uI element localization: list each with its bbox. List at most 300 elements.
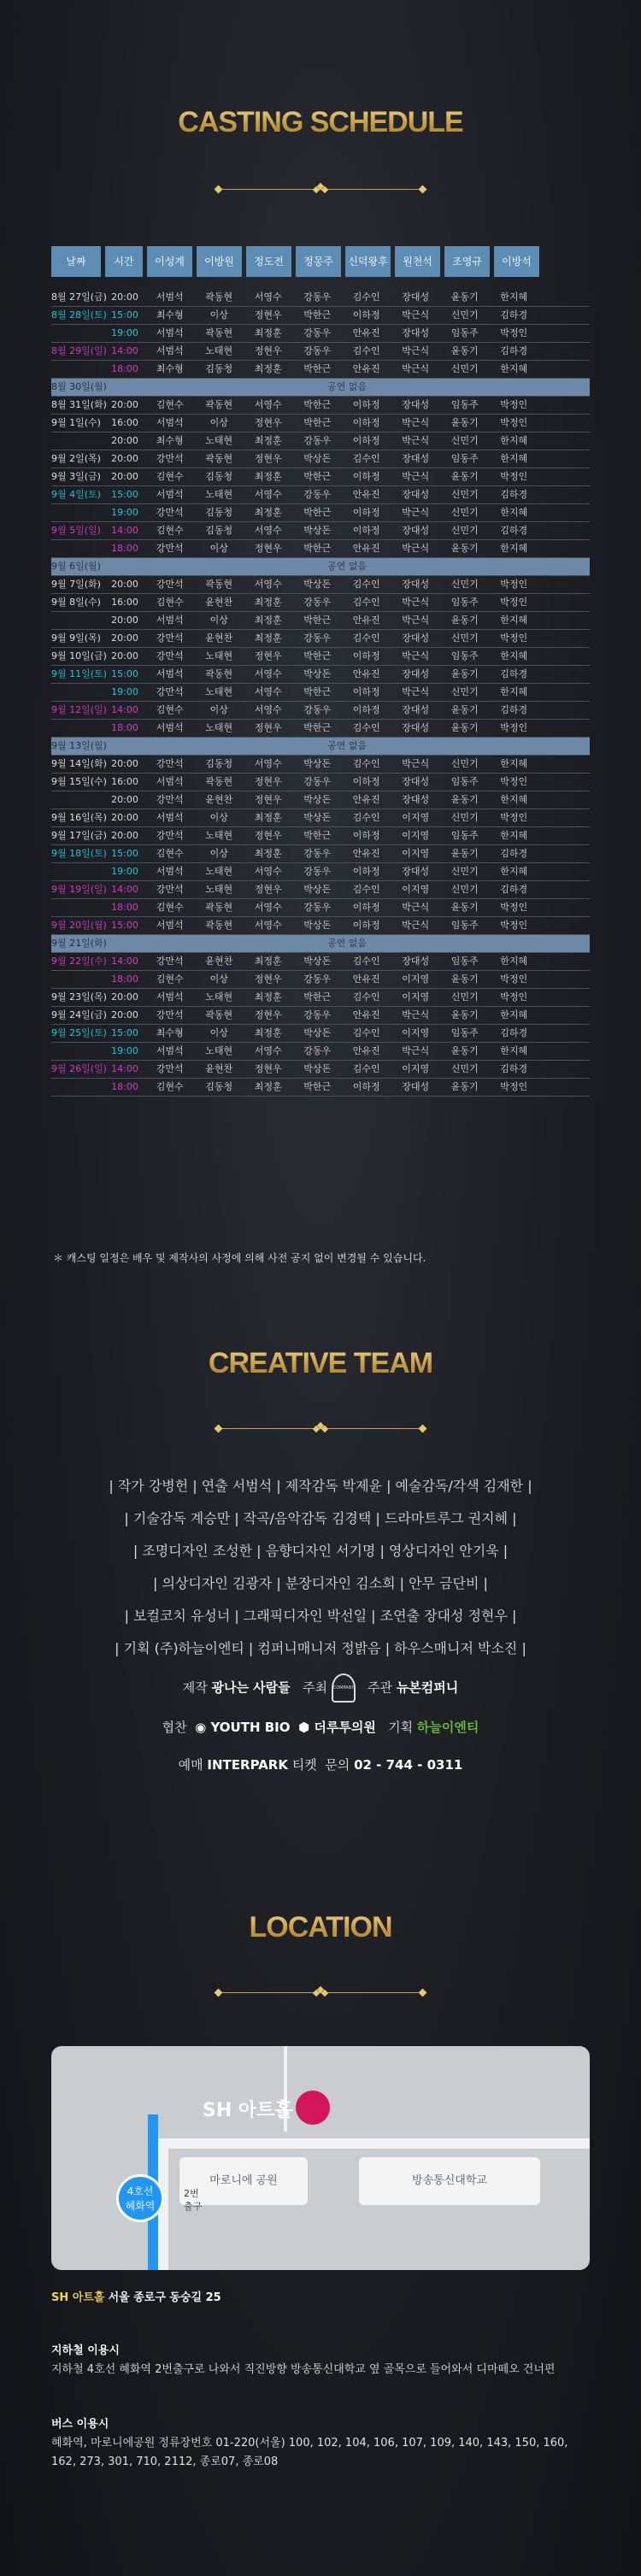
cast-cell: 김현수 (156, 902, 184, 913)
cast-cell: 곽동현 (205, 327, 233, 338)
location-map[interactable] (51, 2046, 590, 2270)
cast-cell: 강동우 (303, 848, 332, 859)
cast-cell: 윤동기 (450, 417, 479, 428)
table-row (51, 594, 590, 612)
exit-label: 2번 출구 (184, 2188, 203, 2212)
cast-cell: 이하정 (352, 507, 380, 518)
schedule-note: ＊ 캐스팅 일정은 배우 및 제작사의 사정에 의해 사전 공지 없이 변경될 수 있습니다. (53, 1252, 426, 1264)
cast-cell: 김동청 (205, 758, 233, 769)
date-cell: 9월 18일(토) (51, 848, 107, 859)
cast-cell: 임동주 (450, 650, 479, 662)
cast-cell: 김현수 (156, 1081, 184, 1092)
cast-cell: 윤현찬 (205, 956, 233, 967)
date-cell (51, 1079, 104, 1096)
date-cell (51, 791, 104, 809)
cast-cell: 이지영 (402, 973, 430, 985)
cast-cell: 박근식 (402, 309, 430, 321)
table-row (51, 971, 590, 989)
cast-cell: 김하경 (500, 1063, 528, 1074)
cast-cell: 정현우 (254, 453, 282, 464)
team-title: CREATIVE TEAM (0, 1347, 641, 1380)
cast-cell: 서범석 (156, 417, 184, 428)
cast-cell: 이상 (209, 615, 228, 626)
cast-cell: 김현수 (156, 471, 184, 482)
cast-cell: 김하경 (500, 309, 528, 321)
date-cell: 9월 10일(금) (51, 650, 107, 662)
cast-cell: 이지영 (402, 991, 430, 1003)
time-cell: 18:00 (111, 1081, 138, 1092)
time-cell: 16:00 (111, 776, 138, 787)
cast-cell: 이하정 (352, 435, 380, 446)
table-row (51, 648, 590, 666)
cast-cell: 박근식 (402, 1009, 430, 1020)
cast-cell: 박근식 (402, 615, 430, 626)
cast-cell: 한지혜 (500, 650, 528, 662)
cast-cell: 강동우 (303, 327, 332, 338)
cast-cell: 장대성 (402, 453, 430, 464)
time-cell: 20:00 (111, 794, 138, 805)
table-row (51, 809, 590, 827)
cast-cell: 임동주 (450, 453, 479, 464)
cast-cell: 한지혜 (500, 615, 528, 626)
table-row (51, 504, 590, 522)
cast-cell: 최수형 (156, 363, 184, 374)
time-cell: 20:00 (111, 1009, 138, 1020)
team-line: | 작가 강병헌 | 연출 서범석 | 제작감독 박제윤 | 예술감독/각색 김재한 | (109, 1478, 532, 1494)
cast-cell: 최정훈 (254, 991, 282, 1003)
cast-cell: 정현우 (254, 309, 282, 321)
cast-cell: 강만석 (156, 507, 184, 518)
cast-cell: 곽동현 (205, 579, 233, 590)
cast-cell: 박상돈 (303, 758, 332, 769)
cast-cell: 신민기 (450, 363, 479, 374)
table-row (51, 289, 590, 307)
date-cell (51, 325, 104, 342)
date-cell (51, 1043, 104, 1060)
time-cell: 20:00 (111, 579, 138, 590)
no-show-row (51, 738, 590, 756)
cast-cell: 한지혜 (500, 794, 528, 805)
sponsor2: 더루투의원 (314, 1720, 376, 1735)
time-cell: 14:00 (111, 1063, 138, 1074)
cast-cell: 강만석 (156, 579, 184, 590)
cast-cell: 박정인 (500, 1081, 528, 1092)
cast-cell: 박근식 (402, 920, 430, 931)
cast-cell: 이하정 (352, 866, 380, 877)
team-divider (218, 1424, 423, 1434)
table-row (51, 468, 590, 486)
time-cell: 20:00 (111, 399, 138, 410)
date-cell: 8월 28일(토) (51, 309, 107, 321)
cast-cell: 임동주 (450, 327, 479, 338)
cast-cell: 장대성 (402, 956, 430, 967)
cast-cell: 박상돈 (303, 525, 332, 536)
cast-cell: 최정훈 (254, 363, 282, 374)
date-cell (51, 684, 104, 701)
table-row (51, 1007, 590, 1025)
cast-cell: 최수형 (156, 309, 184, 321)
address (51, 2289, 221, 2308)
cast-cell: 김수인 (352, 1027, 380, 1038)
schedule-divider (218, 185, 423, 195)
no-show-cell: 공연 없음 (326, 381, 367, 392)
cast-cell: 박근식 (402, 345, 430, 356)
cast-cell: 장대성 (402, 1081, 430, 1092)
cast-cell: 박한근 (303, 1081, 332, 1092)
table-row (51, 415, 590, 432)
date-cell (51, 361, 104, 378)
cast-cell: 최정훈 (254, 632, 282, 644)
no-show-cell: 공연 없음 (326, 938, 367, 949)
time-cell: 15:00 (111, 1027, 138, 1038)
time-cell: 18:00 (111, 722, 138, 733)
no-show-cell: 공연 없음 (326, 740, 367, 751)
cast-cell: 장대성 (402, 632, 430, 644)
cast-cell: 박정인 (500, 920, 528, 931)
cast-cell: 이상 (209, 704, 228, 715)
station-name: 혜화역 (125, 2200, 156, 2212)
date-cell: 9월 13일(월) (51, 740, 107, 751)
cast-cell: 박상돈 (303, 794, 332, 805)
cast-cell: 서범석 (156, 866, 184, 877)
cast-cell: 서범석 (156, 668, 184, 679)
cast-cell: 이상 (209, 848, 228, 859)
cast-cell: 서영수 (254, 291, 282, 303)
table-row (51, 881, 590, 899)
cast-cell: 노태현 (205, 884, 233, 895)
header-cell: 이방원 (197, 246, 242, 277)
cast-cell: 김하경 (500, 884, 528, 895)
time-cell: 20:00 (111, 632, 138, 644)
date-cell: 8월 30일(월) (51, 381, 107, 392)
cast-cell: 박정인 (500, 973, 528, 985)
cast-cell: 윤동기 (450, 1045, 479, 1056)
cast-cell: 한지혜 (500, 830, 528, 841)
table-row (51, 522, 590, 540)
cast-cell: 이상 (209, 973, 228, 985)
time-cell: 16:00 (111, 417, 138, 428)
cast-cell: 강만석 (156, 453, 184, 464)
cast-cell: 박상돈 (303, 579, 332, 590)
host-logo: COMPANY (332, 1673, 356, 1703)
table-body (51, 289, 590, 1097)
date-cell (51, 899, 104, 916)
cast-cell: 서영수 (254, 1045, 282, 1056)
cast-cell: 이하정 (352, 525, 380, 536)
cast-cell: 임동주 (450, 776, 479, 787)
bus-text-1: 혜화역, 마로니에공원 정류장번호 01-220(서울) 100, 102, 104, 106, 107, 109, 140, 143, 150, 160, (51, 2437, 568, 2450)
park-label: 마로니에 공원 (209, 2174, 278, 2187)
cast-cell: 윤동기 (450, 471, 479, 482)
cast-cell: 강만석 (156, 956, 184, 967)
cast-cell: 김하경 (500, 525, 528, 536)
cast-cell: 안유진 (352, 543, 380, 554)
cast-cell: 박정인 (500, 417, 528, 428)
cast-cell: 김수인 (352, 579, 380, 590)
cast-cell: 서영수 (254, 758, 282, 769)
cast-cell: 강동우 (303, 902, 332, 913)
cast-cell: 박한근 (303, 686, 332, 697)
table-row (51, 702, 590, 720)
time-cell: 20:00 (111, 991, 138, 1003)
cast-cell: 윤동기 (450, 704, 479, 715)
cast-cell: 임동주 (450, 597, 479, 608)
time-cell: 14:00 (111, 704, 138, 715)
cast-cell: 이지영 (402, 830, 430, 841)
cast-cell: 박근식 (402, 1045, 430, 1056)
time-cell: 14:00 (111, 525, 138, 536)
cast-cell: 박근식 (402, 597, 430, 608)
cast-cell: 정현우 (254, 1063, 282, 1074)
cast-cell: 김수인 (352, 345, 380, 356)
table-row (51, 325, 590, 343)
cast-cell: 한지혜 (500, 758, 528, 769)
cast-cell: 윤현찬 (205, 794, 233, 805)
cast-cell: 강만석 (156, 758, 184, 769)
cast-cell: 신민기 (450, 991, 479, 1003)
time-cell: 15:00 (111, 668, 138, 679)
cast-cell: 이하정 (352, 417, 380, 428)
cast-cell: 최정훈 (254, 812, 282, 823)
cast-cell: 김수인 (352, 722, 380, 733)
organize-label: 주관 (368, 1679, 393, 1696)
table-row (51, 720, 590, 738)
cast-cell: 이하정 (352, 309, 380, 321)
cast-cell: 안유진 (352, 794, 380, 805)
team-line: | 보컬코치 유성너 | 그래픽디자인 박선일 | 조연출 장대성 정현우 | (124, 1608, 517, 1624)
sponsor-label: 협찬 (162, 1720, 187, 1735)
date-cell: 9월 22일(수) (51, 956, 107, 967)
cast-cell: 안유진 (352, 489, 380, 500)
team-line: | 기술감독 계승만 | 작곡/음악감독 김경택 | 드라마트루그 권지혜 | (124, 1510, 517, 1526)
schedule-title: CASTING SCHEDULE (0, 106, 641, 139)
cast-cell: 장대성 (402, 399, 430, 410)
cast-cell: 노태현 (205, 991, 233, 1003)
table-row (51, 343, 590, 361)
organizer: 뉴본컴퍼니 (396, 1679, 459, 1696)
date-cell: 9월 8일(수) (51, 597, 101, 608)
cast-cell: 최정훈 (254, 956, 282, 967)
table-row (51, 432, 590, 450)
cast-cell: 박상돈 (303, 453, 332, 464)
cast-cell: 곽동현 (205, 399, 233, 410)
cast-cell: 신민기 (450, 812, 479, 823)
cast-cell: 윤동기 (450, 848, 479, 859)
date-cell (51, 863, 104, 880)
date-cell: 9월 16일(목) (51, 812, 107, 823)
cast-cell: 박근식 (402, 435, 430, 446)
cast-cell: 김하경 (500, 345, 528, 356)
cast-cell: 정현우 (254, 543, 282, 554)
cast-cell: 서범석 (156, 722, 184, 733)
cast-cell: 서영수 (254, 686, 282, 697)
date-cell: 9월 2일(목) (51, 453, 101, 464)
cast-cell: 노태현 (205, 830, 233, 841)
date-cell: 9월 26일(일) (51, 1063, 107, 1074)
bus-text-2: 162, 273, 301, 710, 2112, 종로07, 종로08 (51, 2455, 279, 2468)
cast-cell: 한지혜 (500, 956, 528, 967)
cast-cell: 서영수 (254, 525, 282, 536)
cast-cell: 박정인 (500, 471, 528, 482)
cast-cell: 안유진 (352, 1009, 380, 1020)
time-cell: 15:00 (111, 848, 138, 859)
cast-cell: 박상돈 (303, 920, 332, 931)
cast-cell: 강만석 (156, 1009, 184, 1020)
date-cell: 9월 24일(금) (51, 1009, 107, 1020)
cast-cell: 강동우 (303, 597, 332, 608)
cast-cell: 노태현 (205, 722, 233, 733)
date-cell: 8월 31일(화) (51, 399, 107, 410)
no-show-cell: 공연 없음 (326, 561, 367, 572)
cast-cell: 강만석 (156, 543, 184, 554)
credits-ticket (0, 1756, 641, 1773)
cast-cell: 이상 (209, 1027, 228, 1038)
bus-info (51, 2415, 567, 2472)
cast-cell: 이상 (209, 543, 228, 554)
cast-cell: 정현우 (254, 776, 282, 787)
cast-cell: 한지혜 (500, 453, 528, 464)
cast-cell: 임동주 (450, 830, 479, 841)
cast-cell: 신민기 (450, 309, 479, 321)
cast-cell: 박근식 (402, 902, 430, 913)
interpark-logo[interactable]: INTERPARK (207, 1757, 288, 1773)
cast-cell: 윤동기 (450, 902, 479, 913)
cast-cell: 강동우 (303, 632, 332, 644)
cast-cell: 서범석 (156, 812, 184, 823)
table-row (51, 1061, 590, 1079)
cast-cell: 이하정 (352, 902, 380, 913)
cast-cell: 신민기 (450, 632, 479, 644)
cast-cell: 박한근 (303, 991, 332, 1003)
cast-cell: 이상 (209, 417, 228, 428)
cast-cell: 강만석 (156, 884, 184, 895)
table-row (51, 630, 590, 648)
cast-cell: 박정인 (500, 812, 528, 823)
cast-cell: 이지영 (402, 848, 430, 859)
cast-cell: 장대성 (402, 291, 430, 303)
time-cell: 18:00 (111, 543, 138, 554)
cast-cell: 안유진 (352, 668, 380, 679)
cast-cell: 박정인 (500, 776, 528, 787)
cast-cell: 한지혜 (500, 291, 528, 303)
cast-cell: 강동우 (303, 973, 332, 985)
cast-cell: 김수인 (352, 453, 380, 464)
cast-cell: 서범석 (156, 920, 184, 931)
cast-cell: 신민기 (450, 525, 479, 536)
cast-cell: 강동우 (303, 776, 332, 787)
time-cell: 20:00 (111, 471, 138, 482)
cast-cell: 이상 (209, 309, 228, 321)
table-row (51, 612, 590, 630)
ticket-suffix: 티켓 (291, 1757, 317, 1773)
time-cell: 19:00 (111, 866, 138, 877)
time-cell: 20:00 (111, 830, 138, 841)
time-cell: 14:00 (111, 956, 138, 967)
cast-cell: 한지혜 (500, 1045, 528, 1056)
cast-cell: 서영수 (254, 668, 282, 679)
cast-cell: 윤동기 (450, 668, 479, 679)
subway-info (51, 2342, 555, 2379)
cast-cell: 박근식 (402, 471, 430, 482)
cast-cell: 윤동기 (450, 794, 479, 805)
table-row (51, 576, 590, 594)
table-row (51, 791, 590, 809)
cast-cell: 김수인 (352, 956, 380, 967)
cast-cell: 김수인 (352, 991, 380, 1003)
cast-cell: 박한근 (303, 830, 332, 841)
cast-cell: 윤동기 (450, 615, 479, 626)
cast-cell: 강동우 (303, 489, 332, 500)
cast-cell: 한지혜 (500, 363, 528, 374)
cast-cell: 김현수 (156, 973, 184, 985)
time-cell: 18:00 (111, 902, 138, 913)
date-cell: 8월 29일(일) (51, 345, 107, 356)
cast-cell: 박근식 (402, 650, 430, 662)
cast-cell: 노태현 (205, 435, 233, 446)
host-label: 주최 (302, 1679, 327, 1696)
cast-cell: 윤현찬 (205, 597, 233, 608)
phone-number[interactable]: 02 - 744 - 0311 (354, 1757, 463, 1773)
cast-cell: 박근식 (402, 417, 430, 428)
table-row (51, 756, 590, 773)
cast-cell: 박한근 (303, 543, 332, 554)
cast-cell: 김현수 (156, 848, 184, 859)
cast-cell: 이하정 (352, 776, 380, 787)
cast-cell: 이하정 (352, 704, 380, 715)
univ-label: 방송통신대학교 (412, 2174, 487, 2187)
cast-cell: 장대성 (402, 704, 430, 715)
cast-cell: 이지영 (402, 884, 430, 895)
table-row (51, 361, 590, 379)
cast-cell: 안유진 (352, 363, 380, 374)
cast-cell: 박근식 (402, 686, 430, 697)
cast-cell: 강만석 (156, 830, 184, 841)
cast-cell: 김동청 (205, 471, 233, 482)
time-cell: 19:00 (111, 507, 138, 518)
location-title: LOCATION (0, 1911, 641, 1944)
date-cell: 9월 9일(목) (51, 632, 101, 644)
date-cell: 9월 17일(금) (51, 830, 107, 841)
station-line: 4호선 (126, 2185, 154, 2197)
bus-title: 버스 이용시 (51, 2418, 109, 2431)
station-marker (116, 2174, 164, 2222)
cast-cell: 장대성 (402, 579, 430, 590)
time-cell: 15:00 (111, 489, 138, 500)
cast-cell: 이하정 (352, 650, 380, 662)
cast-cell: 강동우 (303, 1045, 332, 1056)
cast-cell: 윤현찬 (205, 632, 233, 644)
date-cell (51, 612, 104, 629)
cast-cell: 강만석 (156, 632, 184, 644)
cast-cell: 박상돈 (303, 1063, 332, 1074)
cast-cell: 최정훈 (254, 597, 282, 608)
cast-cell: 이하정 (352, 1081, 380, 1092)
cast-cell: 곽동현 (205, 291, 233, 303)
header-cell: 날짜 (51, 246, 101, 277)
table-row (51, 845, 590, 863)
cast-cell: 노태현 (205, 489, 233, 500)
cast-cell: 최정훈 (254, 848, 282, 859)
date-cell: 9월 4일(토) (51, 489, 101, 500)
cast-cell: 신민기 (450, 884, 479, 895)
cast-cell: 강만석 (156, 686, 184, 697)
cast-cell: 정현우 (254, 973, 282, 985)
location-pin-icon (296, 2091, 330, 2125)
cast-cell: 정현우 (254, 722, 282, 733)
cast-cell: 최정훈 (254, 1027, 282, 1038)
time-cell: 20:00 (111, 758, 138, 769)
no-show-row (51, 935, 590, 953)
